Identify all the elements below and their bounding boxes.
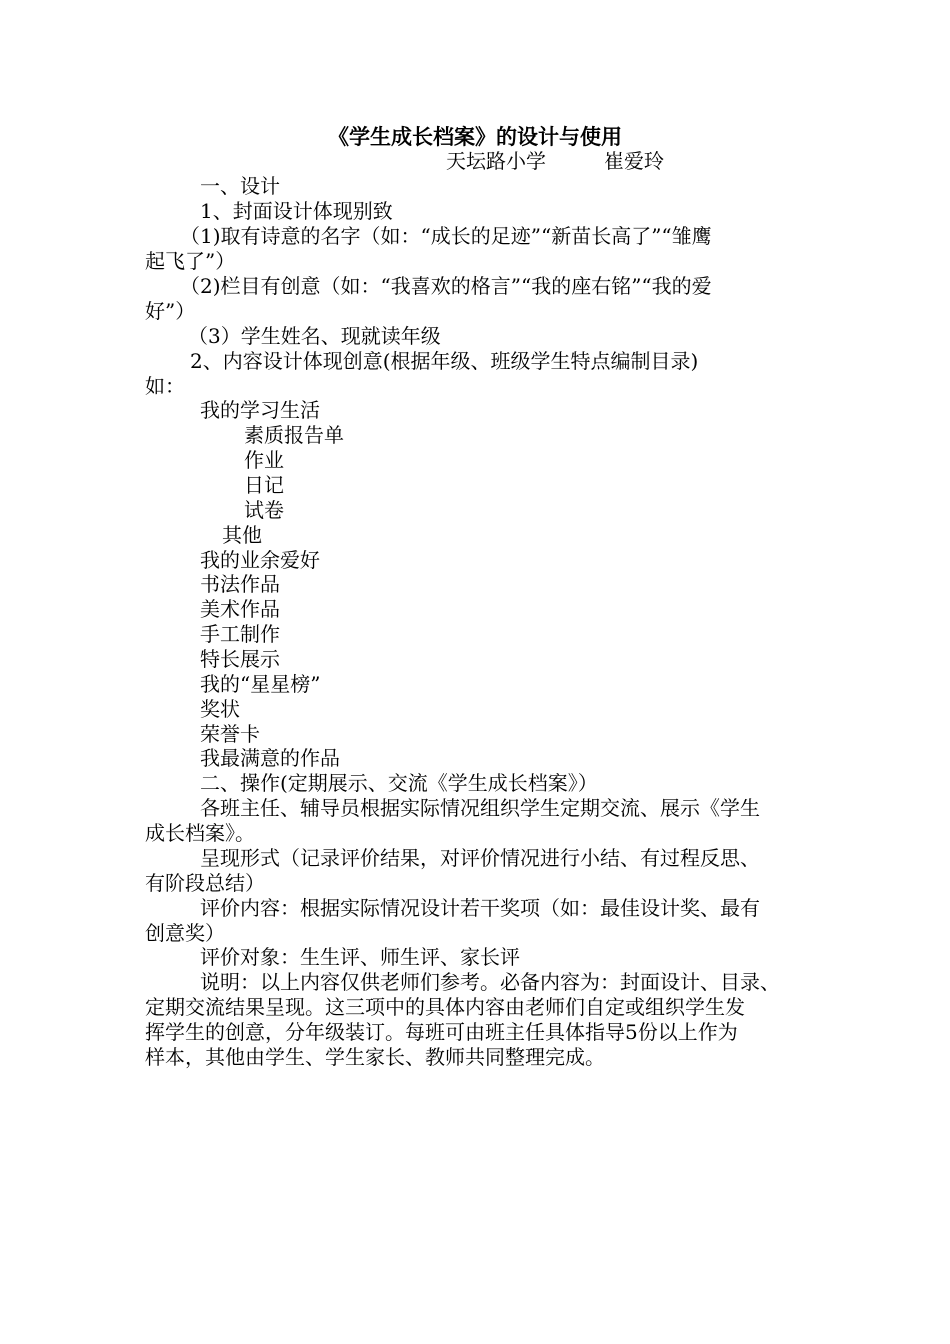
paragraph-line: 评价对象：生生评、师生评、家长评 bbox=[200, 945, 520, 969]
list-item: 日记 bbox=[244, 473, 284, 497]
author-school: 天坛路小学 bbox=[446, 149, 546, 173]
list-item: 我的业余爱好 bbox=[200, 548, 320, 572]
paragraph-line: 起飞了”） bbox=[145, 249, 236, 273]
author-name: 崔爱玲 bbox=[604, 149, 664, 173]
document-title: 《学生成长档案》的设计与使用 bbox=[328, 124, 622, 149]
paragraph-line: （1)取有诗意的名字（如：“成长的足迹”“新苗长高了”“雏鹰 bbox=[180, 224, 712, 248]
paragraph-line: （3）学生姓名、现就读年级 bbox=[188, 324, 441, 348]
list-item: 我的“星星榜” bbox=[200, 672, 321, 696]
paragraph-line: 有阶段总结） bbox=[145, 871, 265, 895]
paragraph-line: 呈现形式（记录评价结果，对评价情况进行小结、有过程反思、 bbox=[200, 846, 760, 870]
list-item: 荣誉卡 bbox=[200, 722, 260, 746]
list-item: 试卷 bbox=[244, 498, 284, 522]
list-item: 手工制作 bbox=[200, 622, 280, 646]
list-item: 作业 bbox=[244, 448, 284, 472]
list-item: 书法作品 bbox=[200, 572, 280, 596]
paragraph-line: 各班主任、辅导员根据实际情况组织学生定期交流、展示《学生 bbox=[200, 796, 760, 820]
list-item: 其他 bbox=[222, 523, 262, 547]
paragraph-line: 创意奖） bbox=[145, 921, 225, 945]
paragraph-line: 成长档案》。 bbox=[145, 821, 255, 845]
paragraph-line: 评价内容：根据实际情况设计若干奖项（如：最佳设计奖、最有 bbox=[200, 896, 760, 920]
paragraph-line: 好”） bbox=[145, 299, 196, 323]
paragraph-line: 说明：以上内容仅供老师们参考。必备内容为：封面设计、目录、 bbox=[200, 970, 780, 994]
list-item: 素质报告单 bbox=[244, 423, 344, 447]
list-item: 我最满意的作品 bbox=[200, 746, 340, 770]
section-heading-design: 一、设计 bbox=[200, 174, 280, 198]
paragraph-line: （2)栏目有创意（如：“我喜欢的格言”“我的座右铭”“我的爱 bbox=[180, 274, 712, 298]
subsection-content-design: 2、内容设计体现创意(根据年级、班级学生特点编制目录) bbox=[190, 349, 699, 373]
paragraph-line: 如： bbox=[145, 374, 185, 398]
paragraph-line: 定期交流结果呈现。这三项中的具体内容由老师们自定或组织学生发 bbox=[145, 995, 745, 1019]
list-item: 奖状 bbox=[200, 697, 240, 721]
list-item: 美术作品 bbox=[200, 597, 280, 621]
paragraph-line: 挥学生的创意，分年级装订。每班可由班主任具体指导5份以上作为 bbox=[145, 1020, 738, 1044]
section-heading-operation: 二、操作(定期展示、交流《学生成长档案》） bbox=[200, 771, 598, 795]
subsection-cover-design: 1、封面设计体现别致 bbox=[200, 199, 393, 223]
list-item: 我的学习生活 bbox=[200, 398, 320, 422]
list-item: 特长展示 bbox=[200, 647, 280, 671]
paragraph-line: 样本，其他由学生、学生家长、教师共同整理完成。 bbox=[145, 1045, 605, 1069]
